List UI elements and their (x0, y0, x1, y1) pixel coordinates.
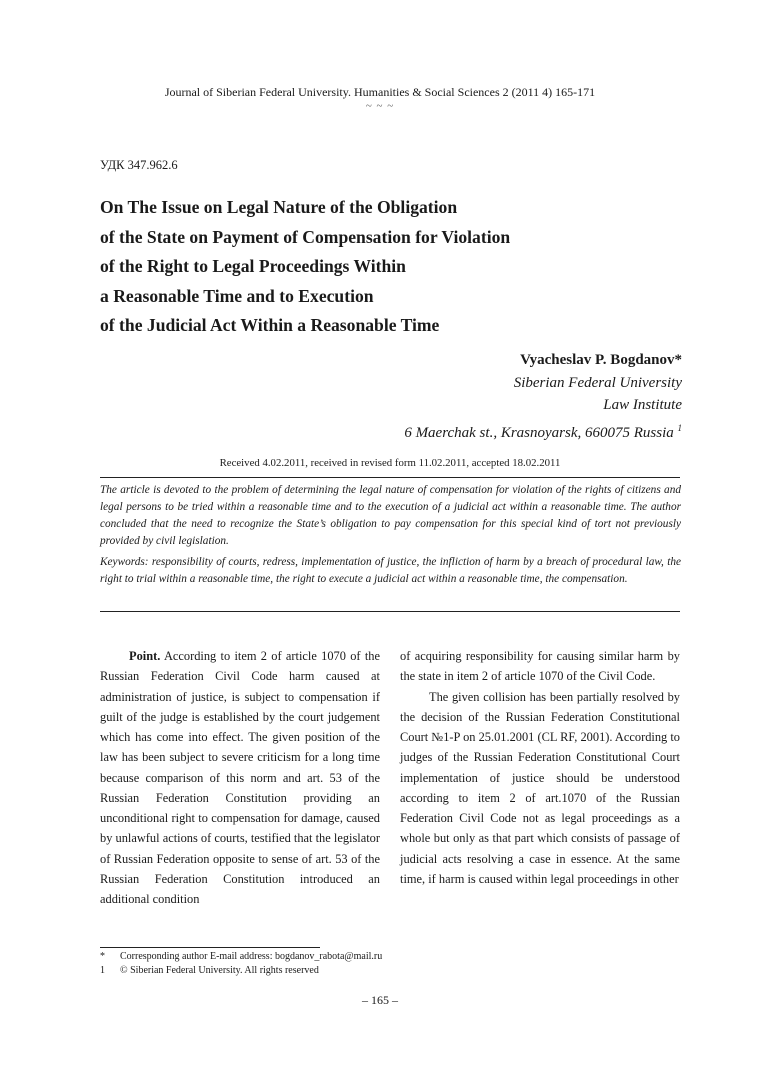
article-title (100, 193, 700, 341)
footnote-mark: * (100, 951, 105, 962)
author-name: Vyacheslav P. Bogdanov* (520, 352, 682, 368)
title-line: of the Right to Legal Proceedings Within (100, 256, 406, 276)
header-ornament: ~ ~ ~ (365, 100, 395, 112)
author-address (404, 417, 682, 445)
footnote-text: Corresponding author E-mail address: bogdanov_rabota@mail.ru (120, 951, 383, 962)
title-line: a Reasonable Time and to Execution (100, 285, 374, 306)
title-line: of the Judicial Act Within a Reasonable Time (100, 315, 440, 335)
journal-header: Journal of Siberian Federal University. Humanities & Social Sciences 2 (2011 4) 165-171 (164, 85, 596, 99)
footnote-mark: 1 (100, 965, 105, 976)
footnote (100, 951, 680, 964)
body-text: According to item 2 of article 1070 of the Russian Federation Civil Code harm caused at administration of justice, is subject to compensation if guilt of the judge is established by the court judgement which has come into effect. The given position of the law has been subject to severe criticism for a long time because comparison of this norm and art. 53 of the Russian Federation Constitution providing an unconditional right to compensation for damage, caused by unlawful actions of courts, testified that the legislator of Russian Federation opposite to sense of art. 53 of the Russian Federation Constitution introduced an additional condition (100, 649, 380, 906)
footnote (100, 965, 680, 978)
keywords: Keywords: responsibility of courts, redress, implementation of justice, the infliction of harm by a breach of procedural law, the right to trial within a reasonable time, the right to execute a judicial act within a reasonable time, the compensation. (100, 556, 681, 585)
author-affiliation-institute: Law Institute (603, 397, 682, 413)
body-paragraph: of acquiring responsibility for causing similar harm by the state in item 2 of article 1070 of the Civil Code. (400, 649, 680, 684)
received-dates: Received 4.02.2011, received in revised form 11.02.2011, accepted 18.02.2011 (219, 457, 561, 469)
udk-code: УДК 347.962.6 (100, 158, 178, 172)
author-affiliation-university: Siberian Federal University (513, 374, 682, 391)
abstract-top-rule (100, 477, 680, 478)
author-block (404, 349, 682, 444)
abstract-text: The article is devoted to the problem of determining the legal nature of compensation for violation of the rights of citizens and legal persons to be tried within a reasonable time and to the execution of a judicial act within a reasonable time. The author concluded that the need to recognize the State’s obligation to pay compensation for this special kind of tort not previously provided by civil legislation. (100, 484, 681, 547)
footnote-rule (100, 947, 320, 948)
title-line: On The Issue on Legal Nature of the Obligation (100, 197, 458, 217)
point-lead: Point. (129, 649, 161, 663)
body-paragraph: The given collision has been partially resolved by the decision of the Russian Federation Constitutional Court №1-P on 25.01.2001 (CL RF, 2001). According to judges of the Russian Federation Constitutional Court implementation of justice should be understood according to item 2 of art.1070 of the Russian Federation Civil Code not as legal proceedings as a whole but only as that part which consists of passage of judicial acts resolving a case in essence. At the same time, if harm is caused within legal proceedings in other (400, 689, 680, 886)
author-address-note: 1 (677, 422, 682, 433)
title-line: of the State on Payment of Compensation for Violation (100, 226, 511, 247)
page-number: – 165 – (362, 993, 398, 1007)
body-column-left (100, 646, 380, 909)
body-paragraph (100, 646, 380, 909)
body-column-right (400, 646, 680, 889)
author-address-text: 6 Maerchak st., Krasnoyarsk, 660075 Russia (404, 424, 674, 441)
abstract-bottom-rule (100, 611, 680, 612)
abstract (100, 482, 681, 592)
footnote-text: © Siberian Federal University. All rights reserved (120, 965, 319, 976)
